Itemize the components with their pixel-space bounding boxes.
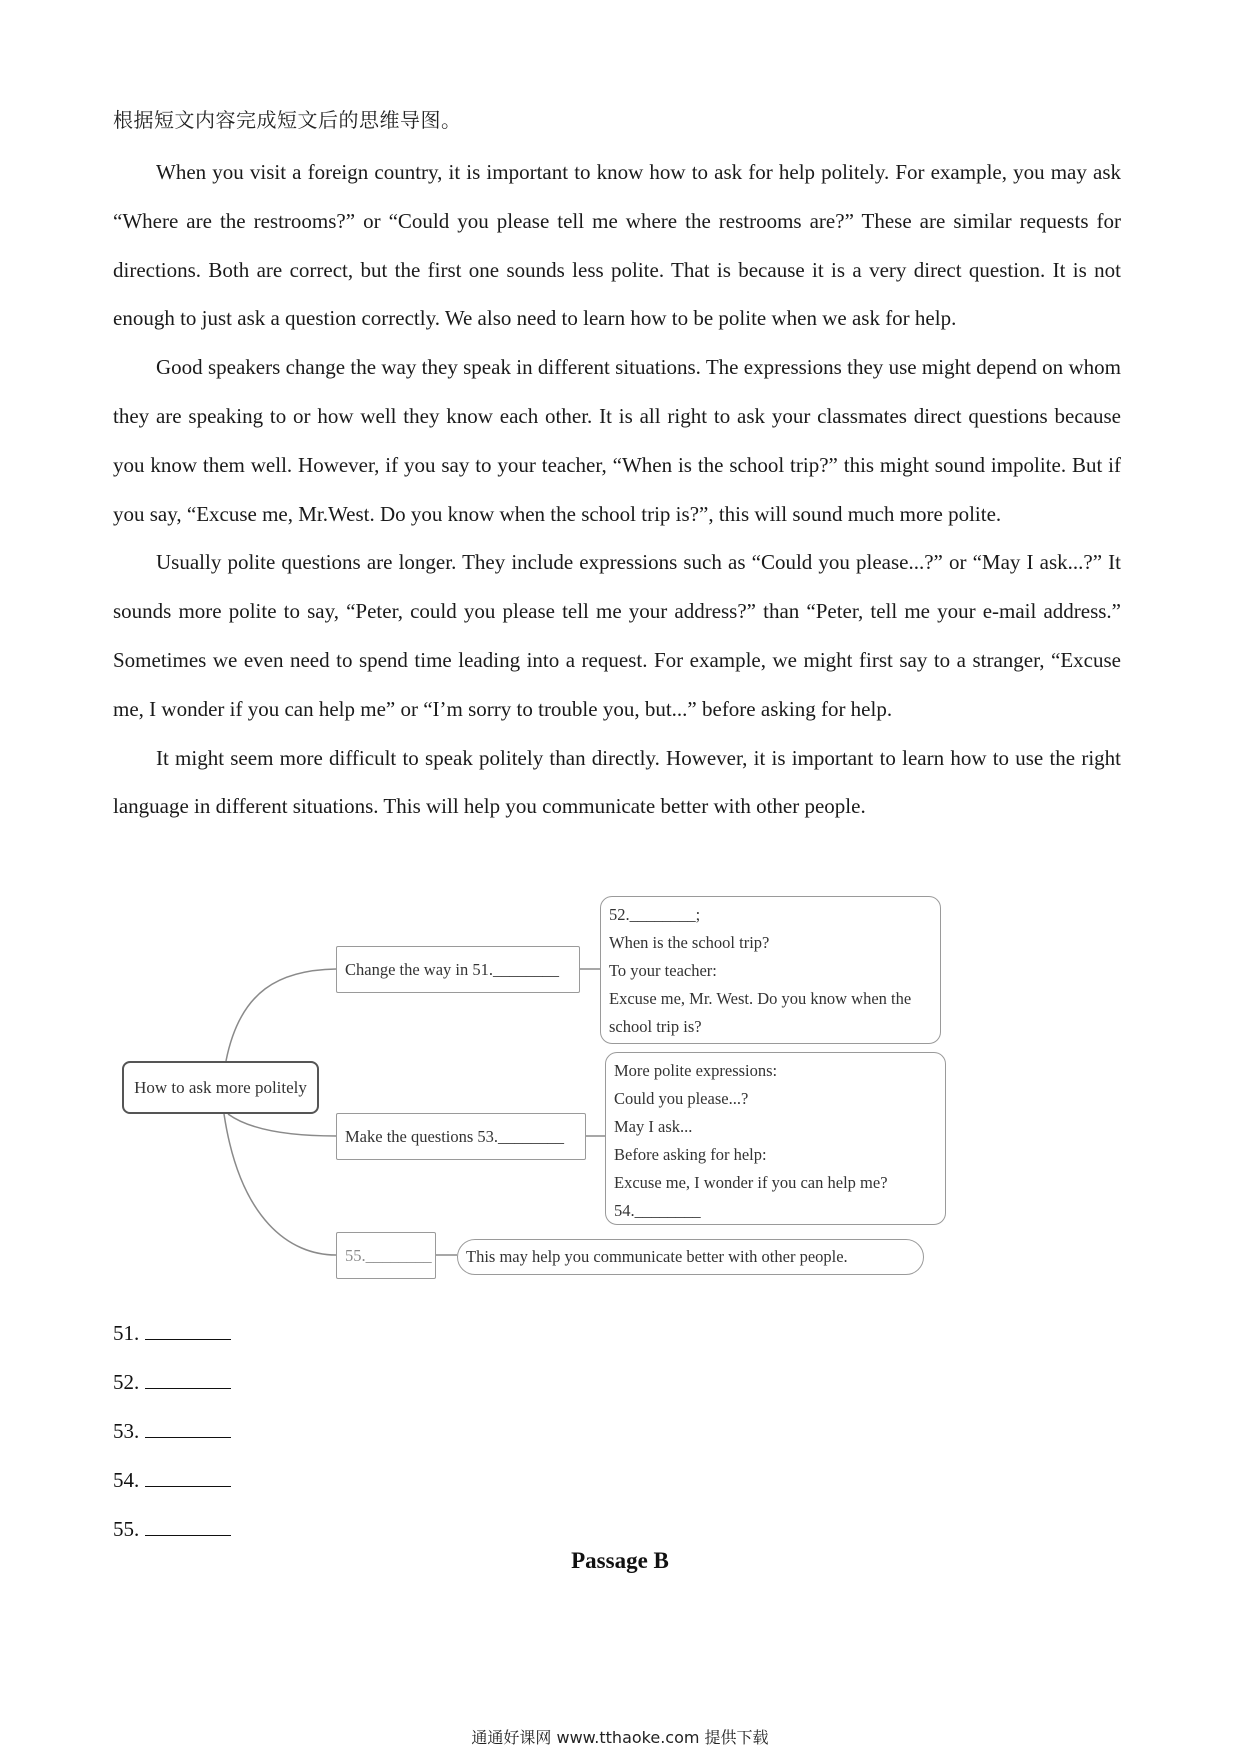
- answer-number: 53.: [113, 1419, 140, 1443]
- detail2-line-3: May I ask...: [614, 1117, 693, 1136]
- answer-blank-55[interactable]: [145, 1517, 231, 1536]
- detail2-line-5: Excuse me, I wonder if you can help me?: [614, 1173, 888, 1192]
- detail2-line-2: Could you please...?: [614, 1089, 749, 1108]
- answer-blank-52[interactable]: [145, 1370, 231, 1389]
- detail1-line-4: Excuse me, Mr. West. Do you know when the: [609, 989, 912, 1008]
- connector-root-node2: [228, 1114, 336, 1136]
- passage-paragraph-3: Usually polite questions are longer. They include expressions such as “Could you please...?” or “May I ask...?” It sounds more polite to say, “Peter, could you please tell me your address?” than “Peter, tell me your e-mail address.” Sometimes we even need to spend time leading into a request. For example, we might first say to a stranger, “Excuse me, I wonder if you can help me” or “I’m sorry to trouble you, but...” before asking for help.: [113, 550, 1121, 721]
- mind-map-detail-3: This may help you communicate better with other people.: [457, 1239, 924, 1275]
- page-footer: 通通好课网 www.tthaoke.com 提供下载: [471, 1728, 769, 1747]
- detail2-line-6: 54.________: [614, 1201, 701, 1220]
- answer-row-53: [113, 1407, 231, 1456]
- detail1-line-2: When is the school trip?: [609, 933, 770, 952]
- answer-row-52: [113, 1358, 231, 1407]
- mind-map-node-55: 55.________: [336, 1232, 436, 1279]
- passage-paragraph-4: It might seem more difficult to speak politely than directly. However, it is important to learn how to use the right language in different situations. This will help you communicate better with other people.: [113, 745, 1121, 819]
- answer-blank-51[interactable]: [145, 1321, 231, 1340]
- passage-paragraph-2: Good speakers change the way they speak in different situations. The expressions they use might depend on whom they are speaking to or how well they know each other. It is all right to ask your classmates direct questions because you know them well. However, if you say to your teacher, “When is the school trip?” this might sound impolite. But if you say, “Excuse me, Mr.West. Do you know when the school trip is?”, this will sound much more polite.: [113, 355, 1121, 526]
- detail1-line-1: 52.________;: [609, 905, 701, 924]
- answer-row-54: [113, 1456, 231, 1505]
- section-heading-passage-b: Passage B: [571, 1548, 669, 1573]
- answer-row-55: [113, 1505, 231, 1554]
- answer-number: 52.: [113, 1370, 140, 1394]
- detail1-line-3: To your teacher:: [609, 961, 717, 980]
- answer-number: 54.: [113, 1468, 140, 1492]
- reading-passage: [113, 148, 1121, 831]
- detail2-line-1: More polite expressions:: [614, 1061, 778, 1080]
- mind-map-root: How to ask more politely: [122, 1061, 319, 1114]
- answer-blank-54[interactable]: [145, 1468, 231, 1487]
- answer-row-51: [113, 1309, 231, 1358]
- mind-map-detail-1: [600, 896, 941, 1044]
- mind-map-node-change-the-way: Change the way in 51.________: [336, 946, 580, 993]
- connector-root-node3: [224, 1114, 336, 1255]
- connector-root-node1: [226, 969, 336, 1061]
- answer-number: 55.: [113, 1517, 140, 1541]
- mind-map-detail-2: [605, 1052, 946, 1225]
- answer-list: [113, 1309, 231, 1554]
- mind-map-node-make-questions: Make the questions 53.________: [336, 1113, 586, 1160]
- answer-blank-53[interactable]: [145, 1419, 231, 1438]
- detail1-line-5: school trip is?: [609, 1017, 702, 1036]
- detail2-line-4: Before asking for help:: [614, 1145, 767, 1164]
- answer-number: 51.: [113, 1321, 140, 1345]
- passage-paragraph-1: When you visit a foreign country, it is important to know how to ask for help politely. For example, you may ask “Where are the restrooms?” or “Could you please tell me where the restrooms are?” These are similar requests for directions. Both are correct, but the first one sounds less polite. That is because it is a very direct question. It is not enough to just ask a question correctly. We also need to learn how to be polite when we ask for help.: [113, 160, 1121, 331]
- instruction-text: 根据短文内容完成短文后的思维导图。: [113, 108, 462, 132]
